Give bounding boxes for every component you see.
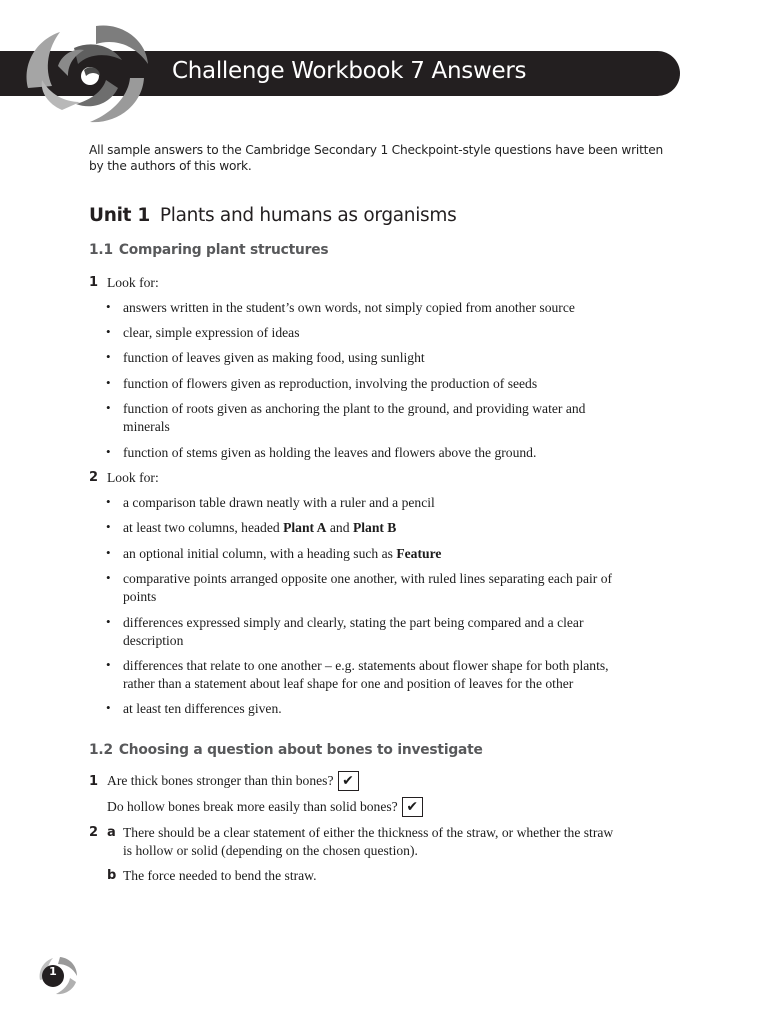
list-item: answers written in the student’s own words, not simply copied from another source bbox=[123, 300, 575, 315]
page-title: Challenge Workbook 7 Answers bbox=[172, 58, 527, 84]
list-item-text: at least two columns, headed bbox=[123, 520, 284, 535]
checkbox-checked: ✔ bbox=[338, 771, 359, 791]
list-item-continued: points bbox=[123, 589, 157, 604]
question-number: 1 bbox=[89, 774, 99, 789]
section-heading bbox=[89, 242, 328, 258]
sub-question-label: a bbox=[107, 825, 116, 840]
list-item-continued: minerals bbox=[123, 419, 170, 434]
list-item-text: and bbox=[326, 520, 353, 535]
swirl-logo-icon bbox=[18, 18, 158, 128]
question-number: 2 bbox=[89, 825, 99, 840]
list-item-continued: description bbox=[123, 633, 184, 648]
question-number: 2 bbox=[89, 470, 99, 485]
section-number: 1.2 bbox=[89, 742, 113, 758]
section-title: Comparing plant structures bbox=[118, 242, 329, 258]
bullet-dot: • bbox=[106, 519, 111, 534]
question-lead: Look for: bbox=[107, 470, 159, 485]
answer-text: The force needed to bend the straw. bbox=[123, 868, 317, 883]
unit-heading bbox=[89, 205, 456, 226]
question-number: 1 bbox=[89, 275, 99, 290]
section-heading bbox=[89, 742, 483, 758]
unit-number: Unit 1 bbox=[89, 205, 150, 226]
list-item: differences expressed simply and clearly, stating the part being compared and a clear bbox=[123, 615, 584, 630]
list-item-continued: rather than a statement about leaf shape for one and position of leaves for the other bbox=[123, 676, 574, 691]
bullet-dot: • bbox=[106, 375, 111, 390]
term-plant-b: Plant B bbox=[352, 520, 397, 535]
list-item: function of flowers given as reproduction, involving the production of seeds bbox=[123, 376, 538, 391]
sub-question-label: b bbox=[107, 868, 117, 883]
bullet-dot: • bbox=[106, 324, 111, 339]
bullet-dot: • bbox=[106, 349, 111, 364]
unit-title: Plants and humans as organisms bbox=[159, 205, 457, 226]
bullet-dot: • bbox=[106, 299, 111, 314]
answer-text: There should be a clear statement of either the thickness of the straw, or whether the straw bbox=[123, 825, 614, 840]
list-item: differences that relate to one another – e.g. statements about flower shape for both plants, bbox=[123, 658, 609, 673]
question-lead: Look for: bbox=[107, 275, 159, 290]
bullet-dot: • bbox=[106, 444, 111, 459]
page-number: 1 bbox=[49, 965, 57, 978]
list-item: comparative points arranged opposite one another, with ruled lines separating each pair of bbox=[123, 571, 613, 586]
intro-text: All sample answers to the Cambridge Secondary 1 Checkpoint-style questions have been written by the authors of this work. bbox=[89, 143, 664, 173]
answer-text: Do hollow bones break more easily than solid bones? bbox=[107, 799, 398, 815]
list-item: function of stems given as holding the leaves and flowers above the ground. bbox=[123, 445, 537, 460]
list-item: a comparison table drawn neatly with a ruler and a pencil bbox=[123, 495, 435, 510]
bullet-dot: • bbox=[106, 545, 111, 560]
bullet-dot: • bbox=[106, 657, 111, 672]
list-item bbox=[123, 519, 396, 537]
term-feature: Feature bbox=[396, 546, 442, 561]
list-item: function of leaves given as making food, using sunlight bbox=[123, 350, 425, 365]
bullet-dot: • bbox=[106, 700, 111, 715]
list-item: function of roots given as anchoring the plant to the ground, and providing water and bbox=[123, 401, 586, 416]
list-item-text: an optional initial column, with a heading such as bbox=[123, 546, 397, 561]
list-item: clear, simple expression of ideas bbox=[123, 325, 300, 340]
answer-text-continued: is hollow or solid (depending on the chosen question). bbox=[123, 843, 418, 858]
list-item bbox=[123, 545, 441, 563]
checkbox-checked: ✔ bbox=[402, 797, 423, 817]
answer-line bbox=[107, 772, 359, 792]
bullet-dot: • bbox=[106, 614, 111, 629]
term-plant-a: Plant A bbox=[283, 520, 327, 535]
bullet-dot: • bbox=[106, 494, 111, 509]
answer-line bbox=[107, 798, 423, 818]
list-item: at least ten differences given. bbox=[123, 701, 282, 716]
section-title: Choosing a question about bones to investigate bbox=[118, 742, 483, 758]
bullet-dot: • bbox=[106, 400, 111, 415]
answer-text: Are thick bones stronger than thin bones? bbox=[107, 773, 334, 789]
section-number: 1.1 bbox=[89, 242, 113, 258]
bullet-dot: • bbox=[106, 570, 111, 585]
